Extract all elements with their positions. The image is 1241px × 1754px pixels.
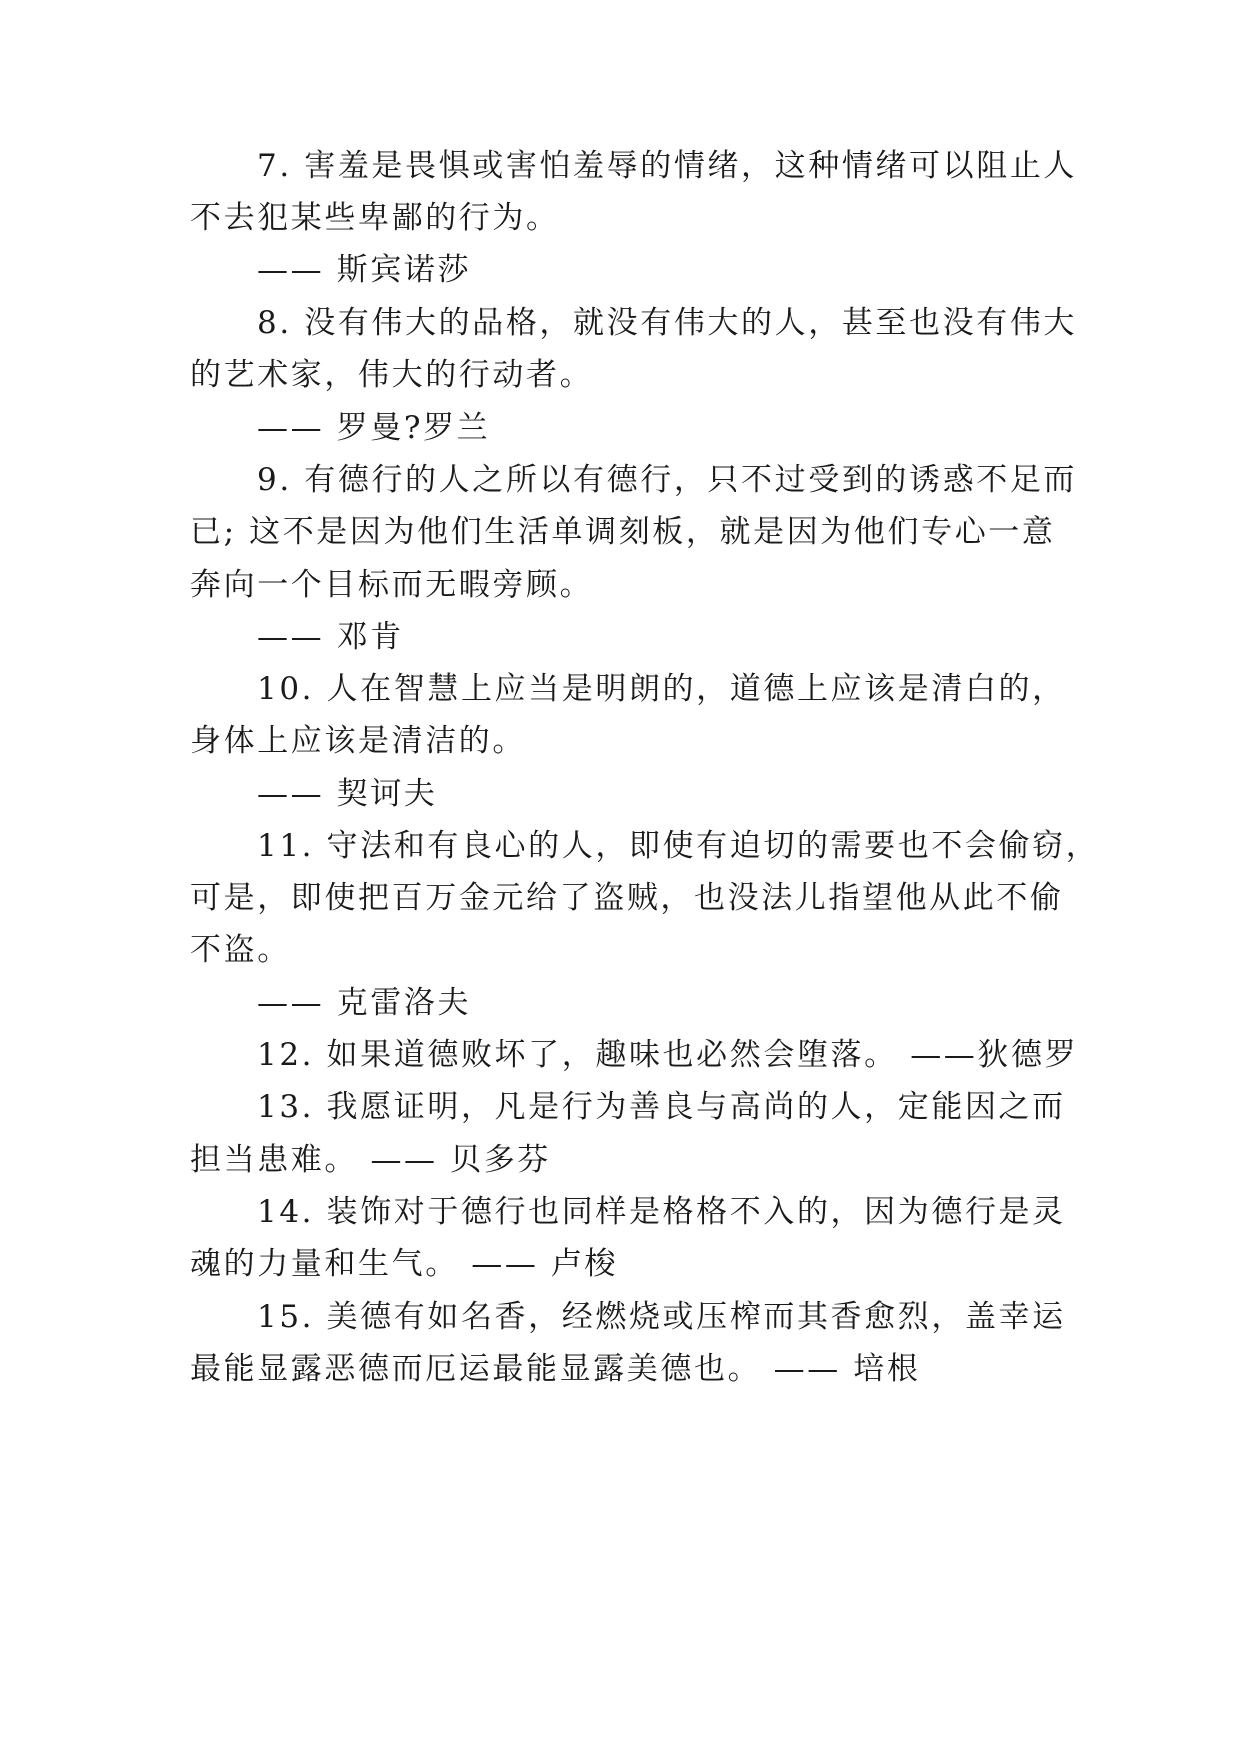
quote-11-line-3: 不盗。 [190, 932, 291, 968]
quote-9-author: —— 邓肯 [257, 619, 404, 655]
quote-7-author: —— 斯宾诺莎 [257, 252, 472, 288]
quote-15-line-1: 15. 美德有如名香，经燃烧或压榨而其香愈烈，盖幸运 [257, 1299, 1066, 1335]
quote-8-author: —— 罗曼?罗兰 [257, 410, 491, 446]
quote-13-line-2: 担当患难。 —— 贝多芬 [190, 1142, 551, 1178]
quote-7-line-1: 7. 害羞是畏惧或害怕羞辱的情绪，这种情绪可以阻止人 [257, 148, 1078, 184]
quote-9-line-2: 已; 这不是因为他们生活单调刻板，就是因为他们专心一意 [190, 514, 1056, 550]
quote-11-line-1: 11. 守法和有良心的人，即使有迫切的需要也不会偷窃， [257, 828, 1100, 864]
quote-10-line-2: 身体上应该是清洁的。 [190, 723, 526, 759]
quote-12: 12. 如果道德败坏了，趣味也必然会堕落。 ——狄德罗 [257, 1037, 1079, 1073]
quote-10-author: —— 契诃夫 [257, 776, 438, 812]
quote-13-line-1: 13. 我愿证明，凡是行为善良与高尚的人，定能因之而 [257, 1089, 1066, 1125]
quote-7-line-2: 不去犯某些卑鄙的行为。 [190, 200, 560, 236]
quote-9-line-1: 9. 有德行的人之所以有德行，只不过受到的诱惑不足而 [257, 462, 1078, 498]
quote-14-line-2: 魂的力量和生气。 —— 卢梭 [190, 1246, 619, 1282]
quote-11-line-2: 可是，即使把百万金元给了盗贼，也没法儿指望他从此不偷 [190, 880, 1064, 916]
quote-10-line-1: 10. 人在智慧上应当是明朗的，道德上应该是清白的， [257, 671, 1066, 707]
quote-8-line-1: 8. 没有伟大的品格，就没有伟大的人，甚至也没有伟大 [257, 305, 1078, 341]
quote-9-line-3: 奔向一个目标而无暇旁顾。 [190, 567, 594, 603]
quote-14-line-1: 14. 装饰对于德行也同样是格格不入的，因为德行是灵 [257, 1194, 1066, 1230]
quote-8-line-2: 的艺术家，伟大的行动者。 [190, 357, 594, 393]
quote-11-author: —— 克雷洛夫 [257, 985, 472, 1021]
quote-15-line-2: 最能显露恶德而厄运最能显露美德也。 —— 培根 [190, 1351, 921, 1387]
